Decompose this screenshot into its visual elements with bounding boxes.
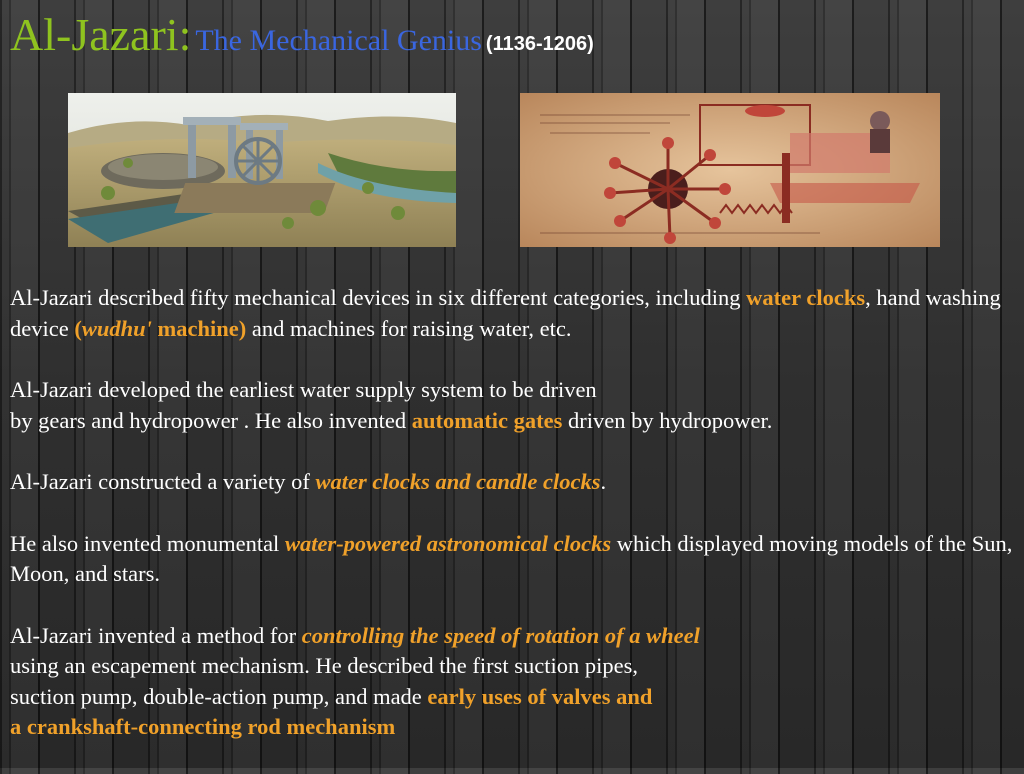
highlight-wudhu: wudhu' (81, 315, 152, 341)
paragraph-devices (10, 283, 1015, 344)
text-segment: by gears and hydropower . He also invented (10, 407, 412, 433)
title-years: (1136-1206) (485, 33, 594, 55)
title-main: Al-Jazari: (10, 9, 192, 60)
paragraph-astronomical (10, 529, 1015, 590)
text-segment: Al-Jazari described fifty mechanical devices in six different categories, including (10, 285, 747, 310)
slide-title (10, 9, 594, 60)
manuscript-gear-drawing-image (520, 93, 940, 247)
text-segment: using an escapement mechanism. He described the first suction pipes, (10, 653, 638, 678)
paragraph-escapement (10, 621, 1015, 743)
highlight-automatic-gates: automatic gates (411, 407, 563, 433)
text-segment: Al-Jazari constructed a variety of (10, 469, 316, 494)
highlight-speed-control: controlling the speed of rotation of a wheel (301, 622, 700, 648)
text-segment: suction pump, double-action pump, and made (10, 683, 428, 709)
water-machine-rendering-image (68, 93, 456, 247)
highlight-machine: machine) (151, 315, 247, 341)
highlight-valves: early uses of valves and (427, 683, 653, 709)
highlight-paren: ( (74, 315, 82, 341)
highlight-crankshaft: a crankshaft-connecting rod mechanism (10, 714, 396, 739)
highlight-water-clocks: water clocks (746, 285, 866, 310)
text-segment: driven by hydropower. (562, 407, 773, 433)
title-subtitle: The Mechanical Genius (195, 24, 482, 57)
text-segment: Al-Jazari invented a method for (10, 622, 302, 648)
text-segment: which displayed moving models of the Sun, Moon, and stars. (10, 530, 1013, 586)
text-segment: and machines for raising water, etc. (246, 315, 572, 341)
paragraph-clocks (10, 467, 1015, 498)
body-text (10, 283, 1015, 774)
text-segment: , hand washing device (10, 285, 1001, 341)
text-segment: . (600, 469, 607, 494)
paragraph-water-supply (10, 375, 1015, 436)
highlight-astronomical-clocks: water-powered astronomical clocks (284, 530, 612, 556)
text-segment: He also invented monumental (10, 530, 285, 556)
text-segment: Al-Jazari developed the earliest water supply system to be driven (10, 377, 597, 402)
highlight-water-candle-clocks: water clocks and candle clocks (315, 469, 601, 494)
